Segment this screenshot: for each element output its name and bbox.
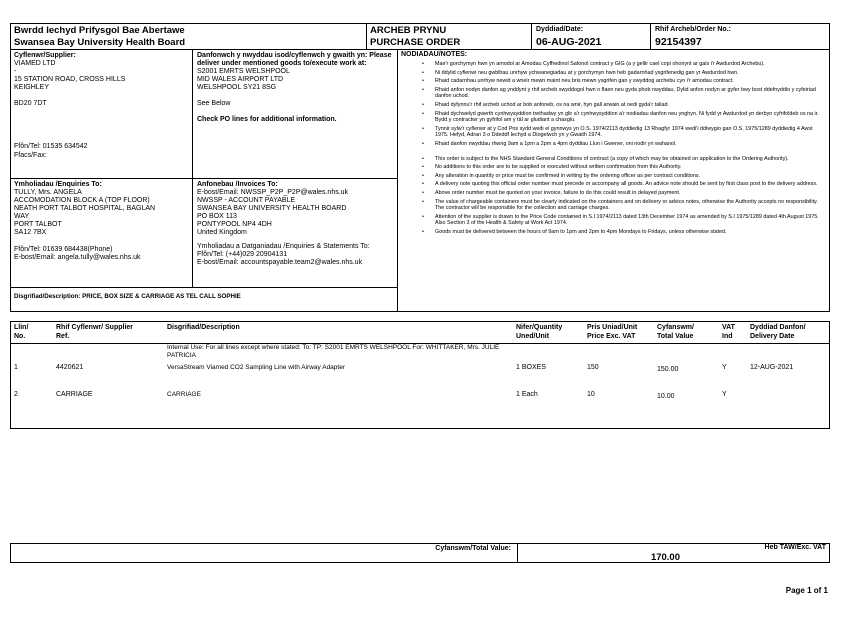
note-english: • A delivery note quoting this official order number must precede or accompany all goods. An advice note should be sent by first class post to the delivery address. xyxy=(401,181,826,188)
grid-row-divider-1 xyxy=(10,178,397,179)
table-row-description: CARRIAGE xyxy=(167,391,201,398)
supplier-fax: Ffacs/Fax: xyxy=(14,152,47,159)
note-english: • Above order number must be quoted on your invoice, failure to do this could result in delayed payment. xyxy=(401,190,826,197)
enquiries-email[interactable]: E-bost/Email: angela.tully@wales.nhs.uk xyxy=(14,254,141,261)
note-welsh: • Ni ddylid cyflenwi neu gwblhau unrhyw ychwanegiadau at y gorchymyn hwn heb gadarnhad ysgrifenedig gan yr Awdurdod hwn. xyxy=(401,70,826,77)
totals-label: Cyfanswm/Total Value: xyxy=(435,545,511,552)
internal-use-note: Internal Use: For all lines except where stated: To: TP: S2001 EMRTS WELSHPOOL For: WHITTAKER, Mrs. JULIE PATRICIA xyxy=(167,344,500,359)
table-row-line: 1 xyxy=(14,364,18,371)
table-row-line: 2 xyxy=(14,391,18,398)
title-english: PURCHASE ORDER xyxy=(370,37,461,48)
note-english: • Any alteration in quantity or price must be confirmed in writing by the ordering officer as per contract conditions. xyxy=(401,173,826,180)
note-welsh: • Rhaid dychwelyd gwerth cynhwysyddion trethadwy yn glir a'r cynhwysyddion a'r nodiadau danfon neu ynghyn. Ni fydd yr Awdurdod yn derbyn cyfrifoldeb os na ir. Bydd y contractwr yn gyfrifol am y tâl ar gludiant a chasglu. xyxy=(401,111,826,124)
note-english: • Attention of the supplier is drawn to the Price Code contained in S.I 1974/2113 dated 13th December 1974 as amended by S.I 1975/1289 dated 4th August 1975. Also Section 3 of the Health & Safety at Work Act 1974. xyxy=(401,214,826,227)
grid-divider-1 xyxy=(192,49,193,287)
supplier-label: Cyflenwr/Supplier: xyxy=(14,52,76,59)
table-row-total: 150.00 xyxy=(657,366,679,373)
col-header-unit-price: Pris Uniad/Unit Price Exc. VAT xyxy=(587,324,638,340)
note-welsh: • Rhaid danfon nwyddau rhwng 9am a 1pm a 2pm a 4pm dyddiau Llun i Gwener, oni nodir yn wahanol. xyxy=(401,141,826,148)
table-row-unit-price: 10 xyxy=(587,391,595,398)
table-row-delivery-date: 12-AUG-2021 xyxy=(750,364,794,371)
date-label: Dyddiad/Date: xyxy=(536,26,584,33)
enquiries-phone: Ffôn/Tel: 01639 684438(Phone) xyxy=(14,246,113,253)
notes-section xyxy=(401,51,826,237)
note-english: • The value of chargeable containers must be clearly indicated on the containers and on delivery or advice notes, otherwise the Authority accepts no responsibility. The contractor will be responsible for the collection and carriage charges. xyxy=(401,199,826,212)
enquiries-label: Ymholiadau /Enquiries To: xyxy=(14,181,102,188)
table-row-ref: CARRIAGE xyxy=(56,391,93,398)
note-welsh: • Rhaid anfon nodyn danfon ag ynddynt y rhif archeb swyddogol hwn o flaen neu gyda phob nwyddau. Dylid anfon nodyn ar gyfer bwy bost ddefnyddio y cyfeiriad danfon uchod. xyxy=(401,87,826,100)
supplier-address: VIAMED LTD - 15 STATION ROAD, CROSS HILLS KEIGHLEY BD20 7DT xyxy=(14,60,126,107)
table-row-vat: Y xyxy=(722,364,727,371)
notes-label: NODIADAU/NOTES: xyxy=(401,51,468,58)
col-header-total: Cyfanswm/ Total Value xyxy=(657,324,694,340)
col-header-quantity: Nifer/Quantity Uned/Unit xyxy=(516,324,563,340)
note-welsh: • Mae'r gorchymyn hwn yn amodol ar Amodau Cyffredinol Safonol contract y GIG (a y gellir cael copi ohonynt ar gais i'r Awdurdod Archebu). xyxy=(401,61,826,68)
org-name-english: Swansea Bay University Health Board xyxy=(14,37,186,48)
note-english: • This order is subject to the NHS Standard General Conditions of contract (a copy of which may be obtained on application to the Ordering Authority). xyxy=(401,156,826,163)
page-number: Page 1 of 1 xyxy=(785,586,828,595)
invoices-details: E-bost/Email: NWSSP_P2P_P2P@wales.nhs.uk NWSSP - ACCOUNT PAYABLE SWANSEA BAY UNIVERSITY HEALTH BOARD PO BOX 113 PONTYPOOL NP4 4DH United Kingdom xyxy=(197,189,349,236)
table-row-unit-price: 150 xyxy=(587,364,599,371)
delivery-check-lines: Check PO lines for additional information. xyxy=(197,116,337,123)
order-description: Disgrifiad/Description: PRICE, BOX SIZE & CARRIAGE AS TEL CALL SOPHIE xyxy=(14,293,241,300)
col-header-vat: VAT Ind xyxy=(722,324,735,340)
notes-welsh-list xyxy=(401,61,826,148)
table-row-description: VersaStream Viamed CO2 Sampling Line with Airway Adapter xyxy=(167,364,345,371)
enquiries-details: TULLY, Mrs. ANGELA ACCOMODATION BLOCK A (TOP FLOOR) NEATH PORT TALBOT HOSPITAL, BAGLAN WAY PORT TALBOT SA12 7BX xyxy=(14,189,156,236)
col-header-description: Disgrifiad/Description xyxy=(167,324,240,331)
table-row-quantity: 1 BOXES xyxy=(516,364,546,371)
totals-exc-vat-value: 170.00 xyxy=(650,552,680,563)
delivery-see-below: See Below xyxy=(197,100,231,107)
table-row-total: 10.00 xyxy=(657,393,675,400)
table-row-ref: 4420621 xyxy=(56,364,84,371)
note-welsh: • Rhaid dyfynnu'r rhif archeb uchod ar bob anfoneb, os na wnir, hyn gall arwain at oedi gyda'r taliad. xyxy=(401,102,826,109)
delivery-address: S2001 EMRTS WELSHPOOL MID WALES AIRPORT LTD WELSHPOOL SY21 8SG xyxy=(197,68,290,91)
date-value: 06-AUG-2021 xyxy=(536,36,602,48)
supplier-section xyxy=(14,52,189,108)
grid-row-divider-2 xyxy=(10,287,397,288)
col-header-line: Llin/ No. xyxy=(14,324,29,340)
enquiries-section xyxy=(14,181,190,262)
delivery-section xyxy=(197,52,392,124)
totals-exc-vat-label: Heb TAW/Exc. VAT xyxy=(764,544,826,551)
invoices-statements: Ymholiadau a Datganiadau /Enquiries & Statements To: Ffôn/Tel: (+44)029 20904131 E-bost/Email: accountspayable.team2@wales.nhs.uk xyxy=(197,243,370,266)
invoices-section xyxy=(197,181,395,267)
notes-english-list xyxy=(401,156,826,236)
totals-divider xyxy=(517,543,518,563)
order-no-label: Rhif Archeb/Order No.: xyxy=(655,26,731,33)
col-header-delivery-date: Dyddiad Danfon/ Delivery Date xyxy=(750,324,806,340)
table-row-quantity: 1 Each xyxy=(516,391,538,398)
note-welsh: • Tynnir sylw'r cyflenwr at y Cod Pris sydd wedi ei gynnwys yn O.S. 1974/2113 dyddiedig 13 Rhagfyr 1974 wedi'i ddiwygio gan O.S. 1975/1289 dyddiedig 4 Awst 1975. Hefyd, Adran 3 o Ddeddf Iechyd a Diogelwch yn y Gwaith 1974. xyxy=(401,126,826,139)
supplier-phone: Ffôn/Tel: 01535 634542 xyxy=(14,143,88,150)
invoices-label: Anfonebau /Invoices To: xyxy=(197,181,278,188)
table-row-vat: Y xyxy=(722,391,727,398)
org-name-welsh: Bwrdd Iechyd Prifysgol Bae Abertawe xyxy=(14,25,185,36)
note-english: • No additions to this order are to be supplied or executed without written confirmation from this Authority. xyxy=(401,164,826,171)
note-welsh: • Rhaid cadarnhau unrhyw newid a wneir mewn maint neu bris mewn ysgrifen gan y swyddog archebu cyn i'r amodau contract. xyxy=(401,78,826,85)
col-header-supplier-ref: Rhif Cyflenwr/ Supplier Ref. xyxy=(56,324,134,340)
title-welsh: ARCHEB PRYNU xyxy=(370,25,447,36)
note-english: • Goods must be delivered between the hours of 9am to 1pm and 2pm to 4pm Mondays to Fridays, unless otherwise stated. xyxy=(401,229,826,236)
delivery-label: Danfonwch y nwyddau isod/cyflenwch y gwaith yn: Please deliver under mentioned goods to/execute work at: xyxy=(197,52,392,67)
grid-divider-2 xyxy=(397,49,398,312)
order-no-value: 92154397 xyxy=(655,36,702,48)
